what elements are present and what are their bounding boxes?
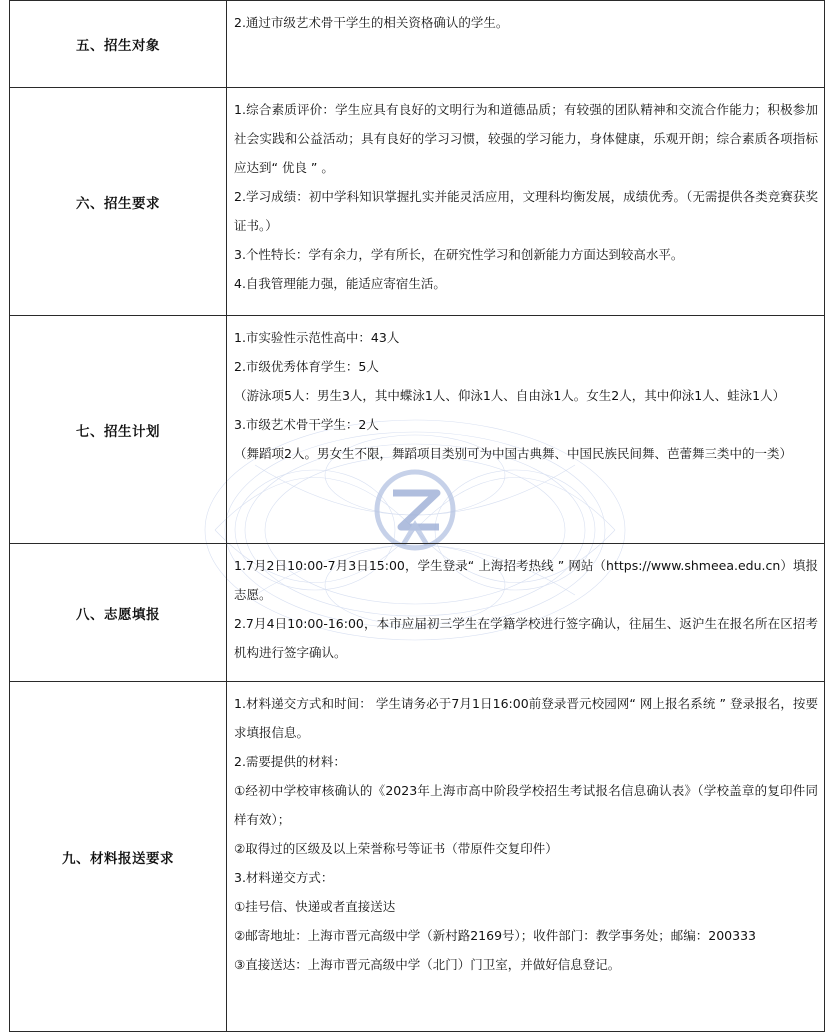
content-line: 1.综合素质评价：学生应具有良好的文明行为和道德品质；有较强的团队精神和交流合作能力；积极参加社会实践和公益活动；具有良好的学习习惯，较强的学习能力，身体健康，乐观开朗；综合素质各项指标应达到“ 优良 ” 。 — [234, 102, 818, 175]
section-label: 六、招生要求 — [76, 195, 160, 212]
section-content-cell — [227, 682, 825, 1032]
section-row-application — [10, 544, 825, 682]
content-line: 2.通过市级艺术骨干学生的相关资格确认的学生。 — [234, 15, 509, 30]
section-content-cell — [227, 316, 825, 544]
content-line: 2.需要提供的材料： — [234, 754, 346, 769]
section-label-cell — [10, 544, 227, 682]
content-line: （舞蹈项2人。男女生不限，舞蹈项目类别可为中国古典舞、中国民族民间舞、芭蕾舞三类中的一类） — [234, 446, 792, 461]
section-label-cell — [10, 682, 227, 1032]
section-label-cell — [10, 88, 227, 316]
content-line: 2.学习成绩：初中学科知识掌握扎实并能灵活应用，文理科均衡发展，成绩优秀。（无需提供各类竞赛获奖证书。） — [234, 189, 818, 233]
content-line: 1.市实验性示范性高中：43人 — [234, 330, 400, 345]
section-label-cell — [10, 316, 227, 544]
content-line: 3.材料递交方式： — [234, 870, 334, 885]
content-line: 1.材料递交方式和时间： 学生请务必于7月1日16:00前登录晋元校园网“ 网上报名系统 ” 登录报名，按要求填报信息。 — [234, 696, 818, 740]
section-row-materials — [10, 682, 825, 1032]
admissions-info-table — [9, 0, 825, 1032]
section-label: 五、招生对象 — [76, 38, 160, 54]
section-row-requirements — [10, 88, 825, 316]
content-line: ②邮寄地址：上海市晋元高级中学（新村路2169号）；收件部门：教学事务处；邮编：200333 — [234, 928, 756, 943]
content-line: （游泳项5人：男生3人，其中蝶泳1人、仰泳1人、自由泳1人。女生2人，其中仰泳1人、蛙泳1人） — [234, 388, 786, 403]
content-line: ③直接送达：上海市晋元高级中学（北门）门卫室，并做好信息登记。 — [234, 957, 621, 972]
section-label-cell — [10, 1, 227, 88]
content-line: 3.市级艺术骨干学生：2人 — [234, 417, 379, 432]
content-line: 1.7月2日10:00-7月3日15:00，学生登录“ 上海招考热线 ” 网站（https://www.shmeea.edu.cn）填报志愿。 — [234, 558, 818, 602]
content-line: 2.市级优秀体育学生：5人 — [234, 359, 379, 374]
section-row-target-students — [10, 1, 825, 88]
section-label: 八、志愿填报 — [76, 606, 160, 623]
content-line: 3.个性特长：学有余力，学有所长，在研究性学习和创新能力方面达到较高水平。 — [234, 247, 684, 262]
content-line: 2.7月4日10:00-16:00，本市应届初三学生在学籍学校进行签字确认，往届生、返沪生在报名所在区招考机构进行签字确认。 — [234, 616, 818, 660]
content-line: 4.自我管理能力强，能适应寄宿生活。 — [234, 276, 446, 291]
content-line: ②取得过的区级及以上荣誉称号等证书（带原件交复印件） — [234, 841, 558, 856]
section-content-cell — [227, 88, 825, 316]
section-label: 七、招生计划 — [76, 423, 160, 440]
section-content-cell — [227, 1, 825, 88]
content-line: ①挂号信、快递或者直接送达 — [234, 899, 396, 914]
section-label: 九、材料报送要求 — [62, 850, 174, 867]
content-line: ①经初中学校审核确认的《2023年上海市高中阶段学校招生考试报名信息确认表》（学校盖章的复印件同样有效）； — [234, 783, 818, 827]
section-row-enrollment-plan — [10, 316, 825, 544]
section-content-cell — [227, 544, 825, 682]
